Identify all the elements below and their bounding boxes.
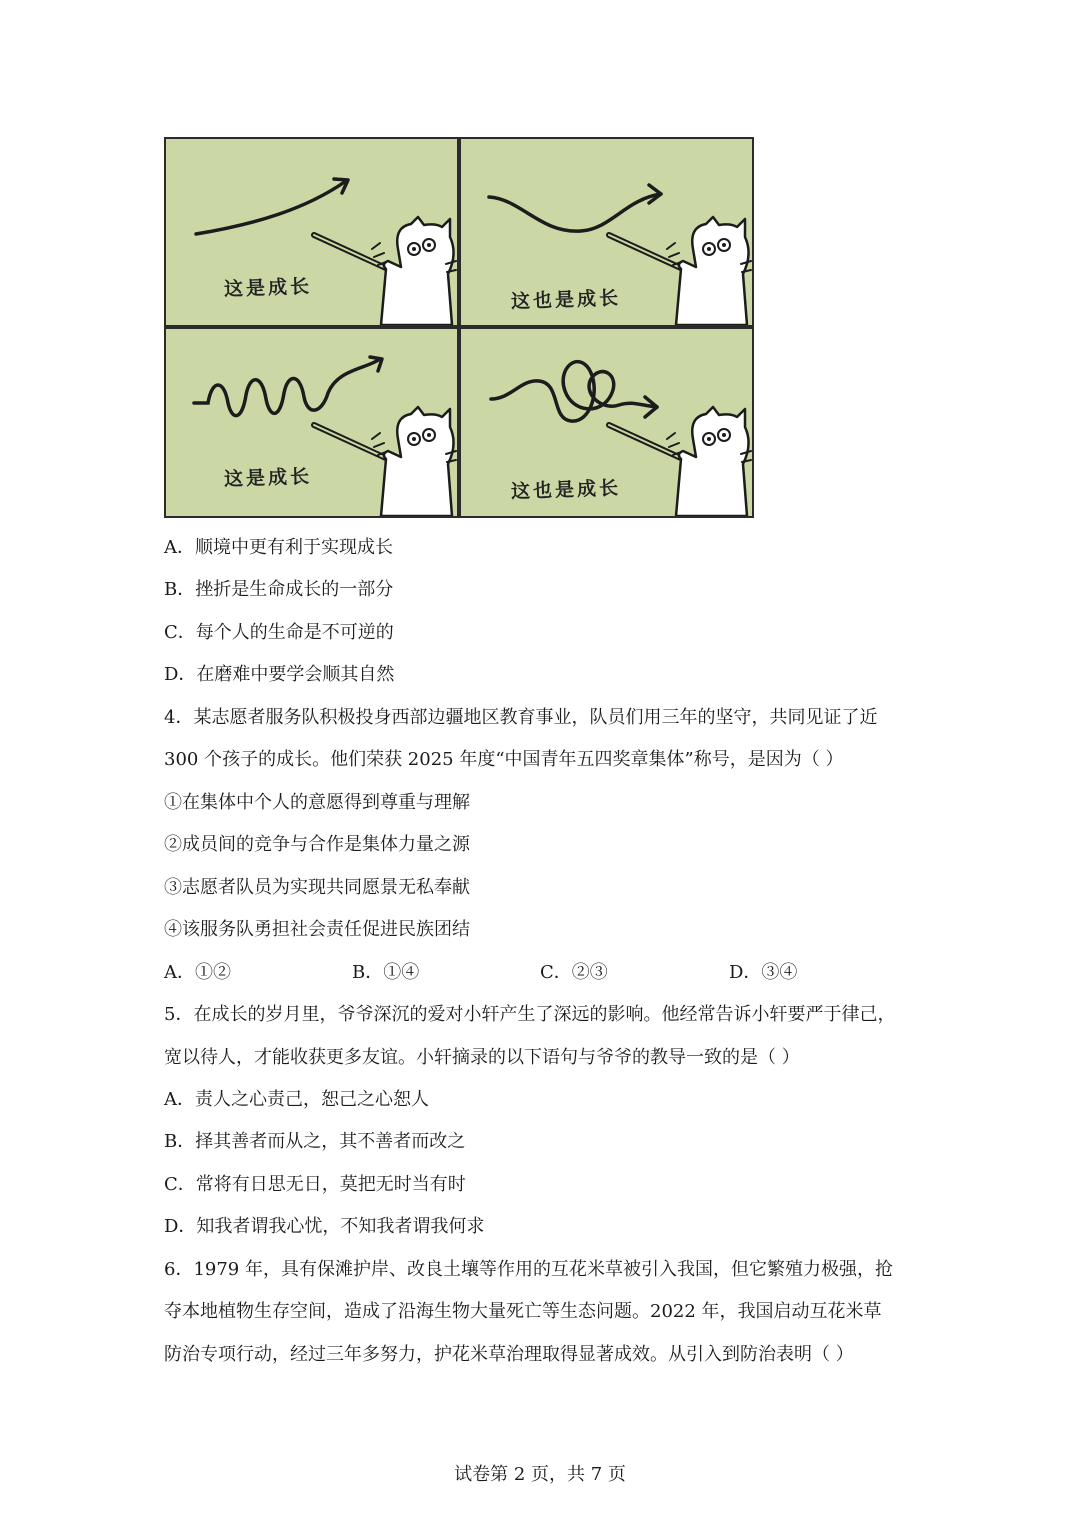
comic-caption: 这也是成长 bbox=[510, 477, 622, 503]
q6-stem-line-3: 防治专项行动，经过三年多努力，护花米草治理取得显著成效。从引入到防治表明（ ） bbox=[164, 1344, 854, 1365]
growth-comic bbox=[164, 137, 754, 518]
q5-option-c[interactable]: C．常将有日思无日，莫把无时当有时 bbox=[164, 1174, 466, 1195]
q5-stem-line-2: 宽以待人，才能收获更多友谊。小轩摘录的以下语句与爷爷的教导一致的是（ ） bbox=[164, 1047, 800, 1068]
comic-panel-1 bbox=[164, 137, 459, 327]
q4-statement-4: ④该服务队勇担社会责任促进民族团结 bbox=[164, 919, 470, 940]
comic-panel-2 bbox=[459, 137, 754, 327]
q5-option-d[interactable]: D．知我者谓我心忧，不知我者谓我何求 bbox=[164, 1216, 485, 1237]
q5-stem-line-1: 5．在成长的岁月里，爷爷深沉的爱对小轩产生了深远的影响。他经常告诉小轩要严于律己， bbox=[164, 1004, 896, 1025]
q4-statement-3: ③志愿者队员为实现共同愿景无私奉献 bbox=[164, 877, 470, 898]
q6-stem-line-2: 夺本地植物生存空间，造成了沿海生物大量死亡等生态问题。2022 年，我国启动互花米草 bbox=[164, 1301, 882, 1322]
q4-option-d[interactable]: D．③④ bbox=[729, 962, 798, 983]
comic-panel-3 bbox=[164, 327, 459, 518]
cat-with-pointer-icon bbox=[609, 407, 751, 516]
q6-stem-line-1: 6．1979 年，具有保滩护岸、改良土壤等作用的互花米草被引入我国，但它繁殖力极强，抢 bbox=[164, 1259, 893, 1280]
q4-stem-line-2: 300 个孩子的成长。他们荣获 2025 年度“中国青年五四奖章集体”称号，是因为（ ） bbox=[164, 749, 844, 770]
q3-option-b[interactable]: B．挫折是生命成长的一部分 bbox=[164, 579, 394, 600]
q5-option-a[interactable]: A．责人之心责己，恕己之心恕人 bbox=[164, 1089, 429, 1110]
q4-option-c[interactable]: C．②③ bbox=[540, 962, 608, 983]
q4-option-a[interactable]: A．①② bbox=[164, 962, 231, 983]
q3-option-d[interactable]: D．在磨难中要学会顺其自然 bbox=[164, 664, 395, 685]
cat-with-pointer-icon bbox=[609, 217, 751, 325]
q3-option-a[interactable]: A．顺境中更有利于实现成长 bbox=[164, 537, 393, 558]
cat-with-pointer-icon bbox=[314, 217, 456, 325]
page-footer: 试卷第 2 页，共 7 页 bbox=[454, 1464, 626, 1485]
comic-caption: 这也是成长 bbox=[510, 287, 622, 313]
comic-caption: 这是成长 bbox=[223, 465, 313, 491]
cat-with-pointer-icon bbox=[314, 407, 456, 516]
q5-option-b[interactable]: B．择其善者而从之，其不善者而改之 bbox=[164, 1131, 466, 1152]
q4-option-b[interactable]: B．①④ bbox=[352, 962, 420, 983]
q4-stem-line-1: 4．某志愿者服务队积极投身西部边疆地区教育事业，队员们用三年的坚守，共同见证了近 bbox=[164, 707, 878, 728]
q3-option-c[interactable]: C．每个人的生命是不可逆的 bbox=[164, 622, 394, 643]
comic-caption: 这是成长 bbox=[223, 275, 313, 301]
q4-statement-1: ①在集体中个人的意愿得到尊重与理解 bbox=[164, 792, 470, 813]
comic-panel-4 bbox=[459, 327, 754, 518]
q4-statement-2: ②成员间的竞争与合作是集体力量之源 bbox=[164, 834, 470, 855]
